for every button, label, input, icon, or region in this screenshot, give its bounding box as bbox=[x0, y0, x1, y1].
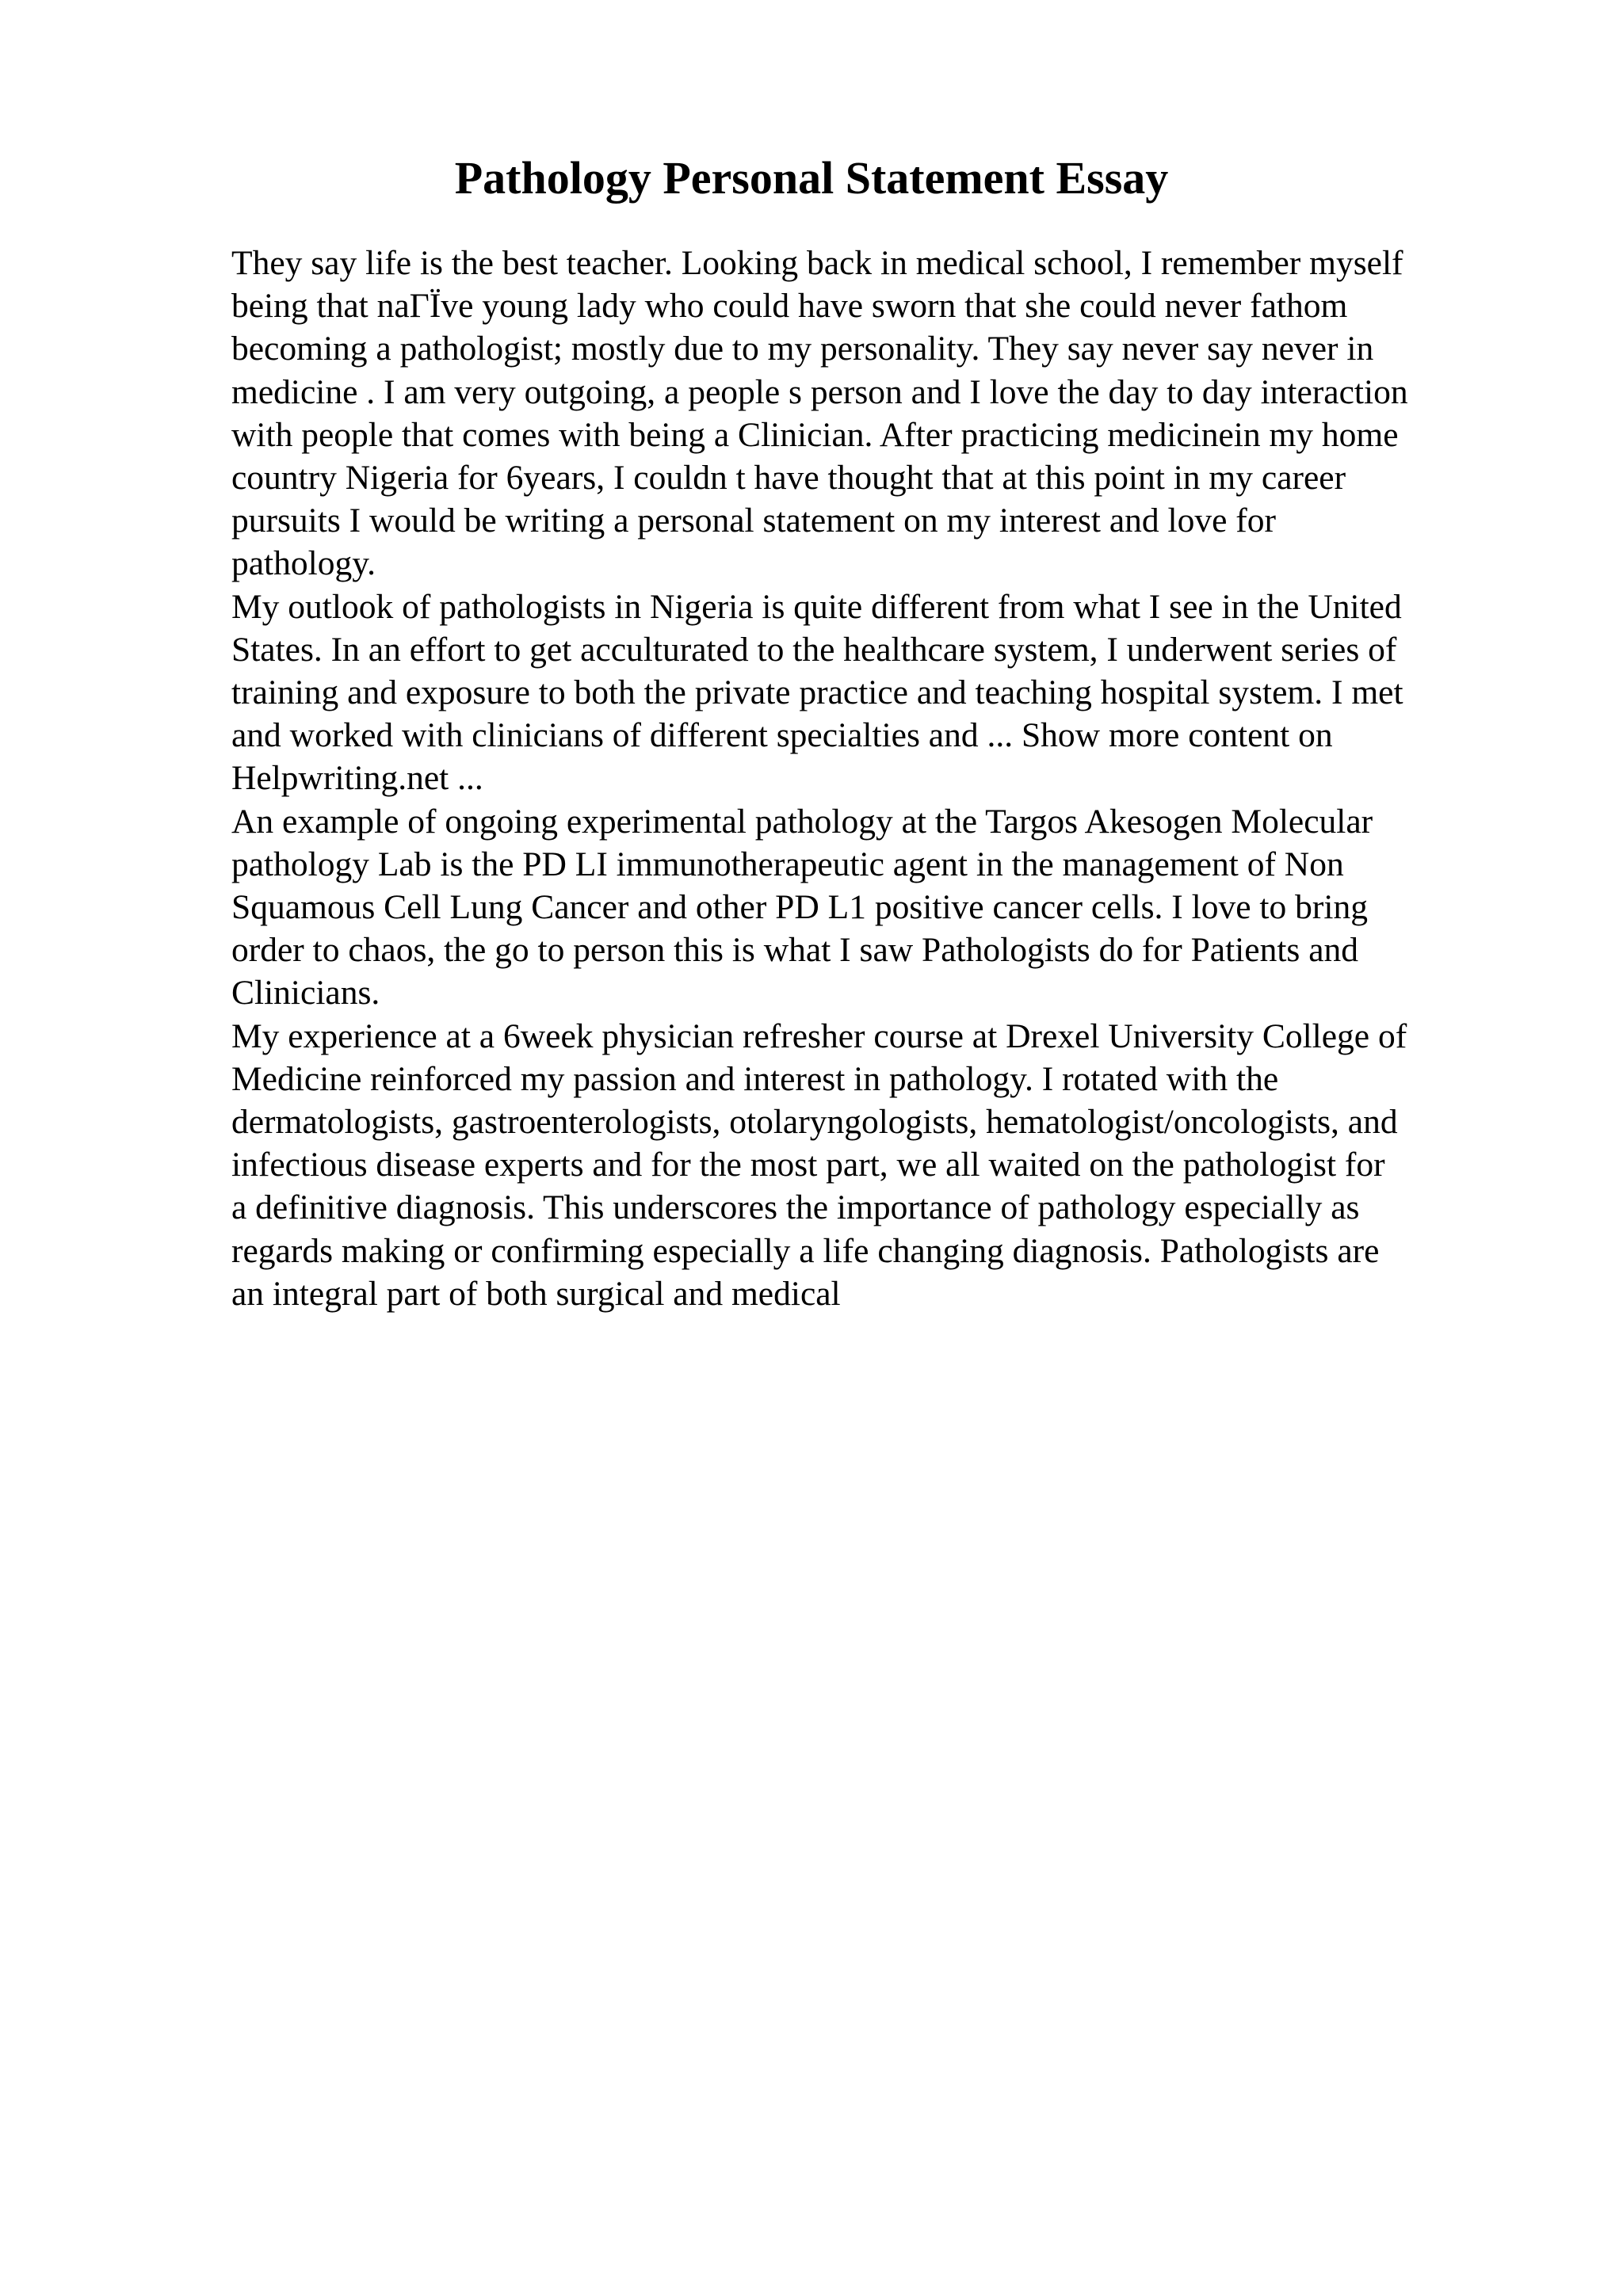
text-line: My experience at a 6week physician refresher course at Drexel University College of bbox=[231, 1016, 1407, 1055]
text-line: country Nigeria for 6years, I couldn t have thought that at this point in my career bbox=[231, 459, 1346, 498]
text-line: a definitive diagnosis. This underscores the importance of pathology especially as bbox=[231, 1188, 1360, 1227]
text-line: regards making or confirming especially a life changing diagnosis. Pathologists are bbox=[231, 1231, 1380, 1270]
text-line: being that naΓЇve young lady who could have sworn that she could never fathom bbox=[231, 287, 1348, 326]
text-line: medicine . I am very outgoing, a people s person and I love the day to day interaction bbox=[231, 372, 1408, 411]
text-line: infectious disease experts and for the most part, we all waited on the pathologist for bbox=[231, 1146, 1385, 1184]
text-line: training and exposure to both the private practice and teaching hospital system. I met bbox=[231, 673, 1403, 712]
text-line: My outlook of pathologists in Nigeria is quite different from what I see in the United bbox=[231, 587, 1402, 626]
text-line: pathology. bbox=[231, 544, 376, 583]
text-line: dermatologists, gastroenterologists, otolaryngologists, hematologist/oncologists, and bbox=[231, 1103, 1398, 1142]
text-line: They say life is the best teacher. Looking back in medical school, I remember myself bbox=[231, 244, 1403, 282]
text-line: pathology Lab is the PD LI immunotherapeutic agent in the management of Non bbox=[231, 845, 1344, 883]
text-line: pursuits I would be writing a personal statement on my interest and love for bbox=[231, 502, 1276, 540]
text-line: States. In an effort to get acculturated to the healthcare system, I underwent series of bbox=[231, 630, 1397, 669]
text-line: becoming a pathologist; mostly due to my personality. They say never say never in bbox=[231, 330, 1374, 368]
text-line: Medicine reinforced my passion and interest in pathology. I rotated with the bbox=[231, 1059, 1279, 1098]
text-line: Squamous Cell Lung Cancer and other PD L1 positive cancer cells. I love to bring bbox=[231, 888, 1368, 927]
text-line: Clinicians. bbox=[231, 974, 380, 1013]
text-line: Helpwriting.net ... bbox=[231, 759, 483, 798]
text-line: An example of ongoing experimental pathology at the Targos Akesogen Molecular bbox=[231, 802, 1373, 841]
essay-body bbox=[231, 242, 1515, 1315]
text-line: with people that comes with being a Clinician. After practicing medicinein my home bbox=[231, 415, 1399, 454]
page-title: Pathology Personal Statement Essay bbox=[454, 152, 1169, 204]
text-line: an integral part of both surgical and medical bbox=[231, 1274, 841, 1313]
text-line: and worked with clinicians of different specialties and ... Show more content on bbox=[231, 716, 1333, 755]
text-line: order to chaos, the go to person this is what I saw Pathologists do for Patients and bbox=[231, 931, 1359, 970]
